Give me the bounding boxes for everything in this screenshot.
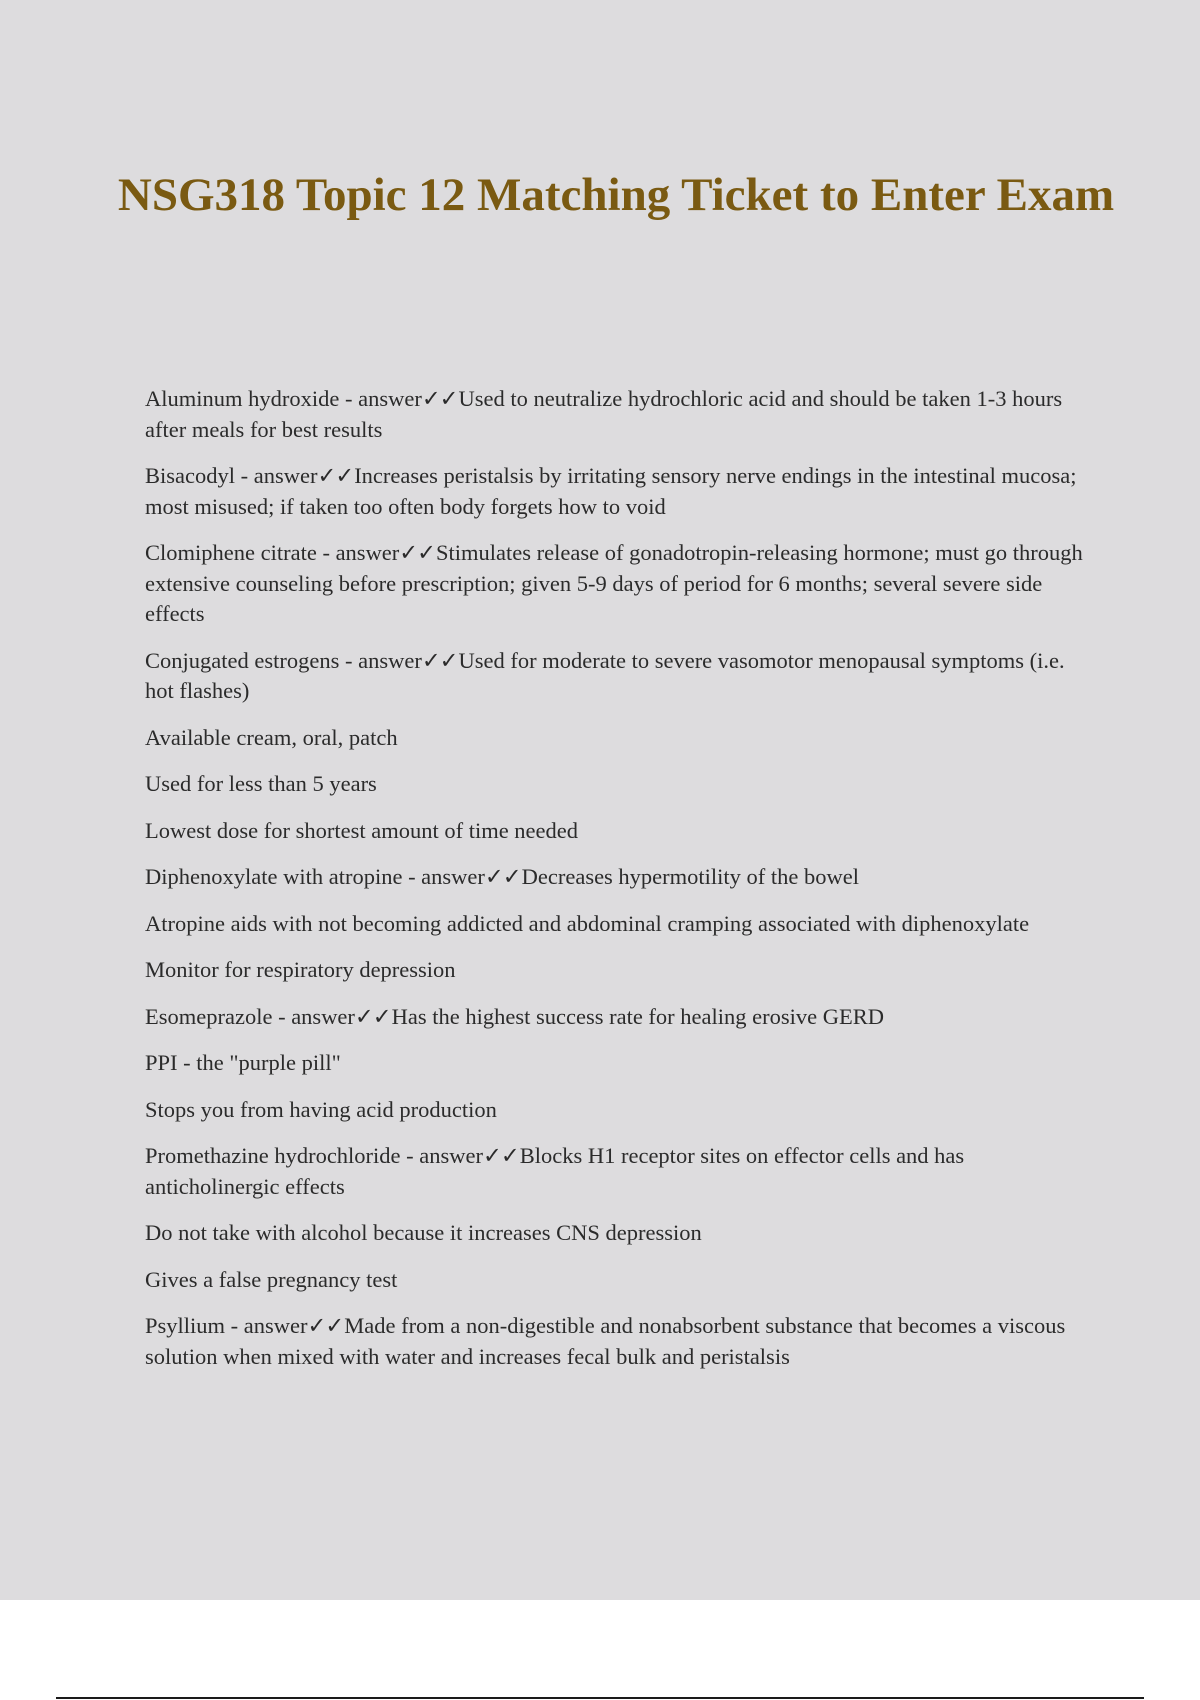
entry-term: Diphenoxylate with atropine bbox=[145, 864, 403, 889]
entry-list bbox=[145, 384, 1085, 1388]
entry-note: PPI - the "purple pill" bbox=[145, 1050, 341, 1075]
entry-definition: Used to neutralize hydrochloric acid and should be taken 1-3 hours after meals for best results bbox=[145, 386, 1063, 442]
double-check-icon: ✓✓ bbox=[484, 864, 521, 889]
entry-term: Conjugated estrogens bbox=[145, 647, 340, 673]
entry-definition: Has the highest success rate for healing erosive GERD bbox=[391, 1003, 884, 1029]
entry-qa bbox=[145, 538, 1085, 630]
double-check-icon: ✓✓ bbox=[399, 540, 436, 565]
entry-qa bbox=[145, 1141, 1085, 1202]
double-check-icon: ✓✓ bbox=[421, 647, 458, 673]
entry-definition: Decreases hypermotility of the bowel bbox=[521, 864, 860, 889]
answer-separator: - answer bbox=[339, 647, 422, 673]
entry-note: Stops you from having acid production bbox=[145, 1096, 497, 1122]
double-check-icon: ✓✓ bbox=[317, 463, 354, 488]
answer-separator: - answer bbox=[272, 1003, 355, 1029]
double-check-icon: ✓✓ bbox=[354, 1003, 391, 1029]
entry-definition: Stimulates release of gonadotropin-releasing hormone; must go through extensive counseling before prescription; given 5-9 days of period for 6 months; several severe side effects bbox=[145, 540, 1083, 626]
entry-definition: Blocks H1 receptor sites on effector cells and has anticholinergic effects bbox=[145, 1143, 965, 1199]
entry-definition: Increases peristalsis by irritating sensory nerve endings in the intestinal mucosa; most misused; if taken too often body forgets how to void bbox=[145, 463, 1077, 519]
entry-note: Monitor for respiratory depression bbox=[145, 957, 456, 982]
answer-separator: - answer bbox=[225, 1313, 308, 1338]
entry-term: Esomeprazole bbox=[145, 1003, 273, 1029]
double-check-icon: ✓✓ bbox=[483, 1143, 519, 1168]
entry-note: Lowest dose for shortest amount of time needed bbox=[145, 817, 579, 843]
double-check-icon: ✓✓ bbox=[421, 386, 458, 411]
answer-separator: - answer bbox=[235, 463, 318, 488]
entry-qa bbox=[145, 1311, 1085, 1372]
entry-note: Atropine aids with not becoming addicted and abdominal cramping associated with diphenoxylate bbox=[145, 910, 1030, 936]
entry-term: Psyllium bbox=[145, 1313, 226, 1338]
answer-separator: - answer bbox=[316, 540, 400, 565]
document-title: NSG318 Topic 12 Matching Ticket to Enter Exam bbox=[117, 169, 1115, 221]
entry-qa bbox=[145, 1002, 1085, 1033]
entry-term: Bisacodyl bbox=[145, 463, 235, 488]
entry-note: Available cream, oral, patch bbox=[145, 724, 398, 750]
entry-definition: Made from a non-digestible and nonabsorbent substance that becomes a viscous solution when mixed with water and increases fecal bulk and peristalsis bbox=[145, 1313, 1066, 1369]
entry-note: Do not take with alcohol because it increases CNS depression bbox=[145, 1220, 702, 1245]
answer-separator: - answer bbox=[402, 864, 485, 889]
entry-qa bbox=[145, 646, 1085, 707]
footer-divider bbox=[56, 1697, 1144, 1699]
answer-separator: - answer bbox=[400, 1143, 484, 1168]
answer-separator: - answer bbox=[339, 386, 422, 411]
entry-note: Used for less than 5 years bbox=[145, 771, 377, 796]
entry-note: Gives a false pregnancy test bbox=[145, 1266, 398, 1292]
entry-qa bbox=[145, 862, 1085, 893]
entry-qa bbox=[145, 461, 1085, 522]
entry-term: Aluminum hydroxide bbox=[145, 386, 340, 411]
entry-term: Clomiphene citrate bbox=[145, 540, 317, 565]
entry-qa bbox=[145, 384, 1085, 445]
entry-definition: Used for moderate to severe vasomotor menopausal symptoms (i.e. hot flashes) bbox=[145, 647, 1065, 703]
entry-term: Promethazine hydrochloride bbox=[145, 1143, 401, 1168]
double-check-icon: ✓✓ bbox=[307, 1313, 344, 1338]
